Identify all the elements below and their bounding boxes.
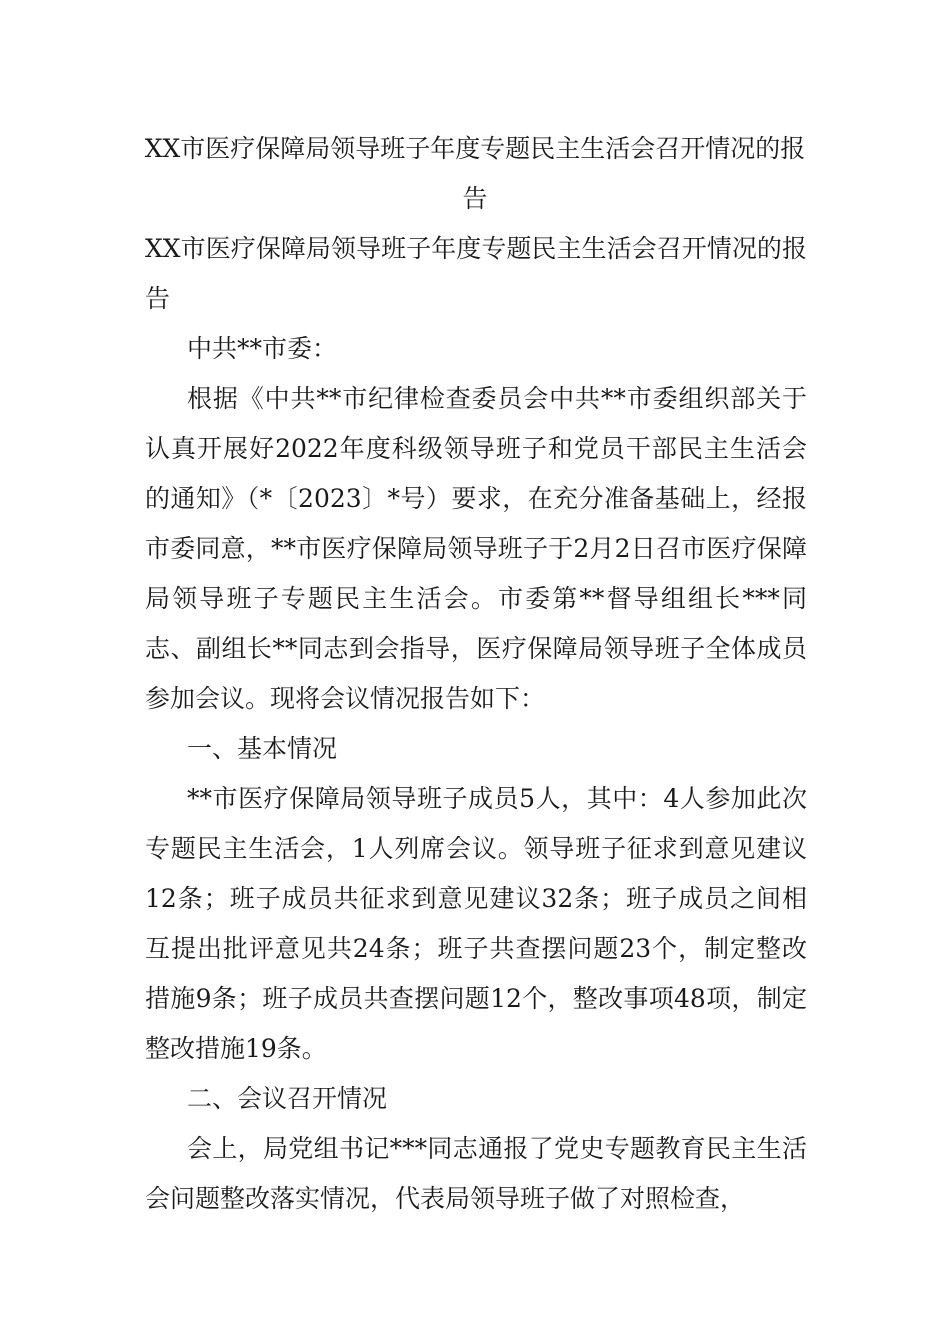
- salutation: 中共**市委：: [187, 334, 338, 363]
- section-heading-meeting: 二、会议召开情况: [187, 1084, 388, 1113]
- basic-situation-paragraph: **市医疗保障局领导班子成员5人，其中：4人参加此次专题民主生活会，1人列席会议。领导班子征求到意见建议12条；班子成员共征求到意见建议32条；班子成员之间相互提出批评意见共24条；班子共查摆问题23个，制定整改措施9条；班子成员共查摆问题12个，整改事项48项，制定整改措施19条。: [145, 784, 807, 1063]
- document-title: XX市医疗保障局领导班子年度专题民主生活会召开情况的报告: [144, 134, 806, 213]
- repeated-title: XX市医疗保障局领导班子年度专题民主生活会召开情况的报告: [145, 234, 807, 313]
- intro-paragraph: 根据《中共**市纪律检查委员会中共**市委组织部关于认真开展好2022年度科级领导班子和党员干部民主生活会的通知》（*〔2023〕*号）要求，在充分准备基础上，经报市委同意，**市医疗保障局领导班子于2月2日召市医疗保障局领导班子专题民主生活会。市委第**督导组组长***同志、副组长**同志到会指导，医疗保障局领导班子全体成员参加会议。现将会议情况报告如下：: [145, 384, 807, 713]
- meeting-paragraph: 会上，局党组书记***同志通报了党史专题教育民主生活会问题整改落实情况，代表局领导班子做了对照检查，: [145, 1134, 807, 1213]
- section-heading-basic: 一、基本情况: [187, 734, 338, 763]
- document-body: [145, 224, 807, 1224]
